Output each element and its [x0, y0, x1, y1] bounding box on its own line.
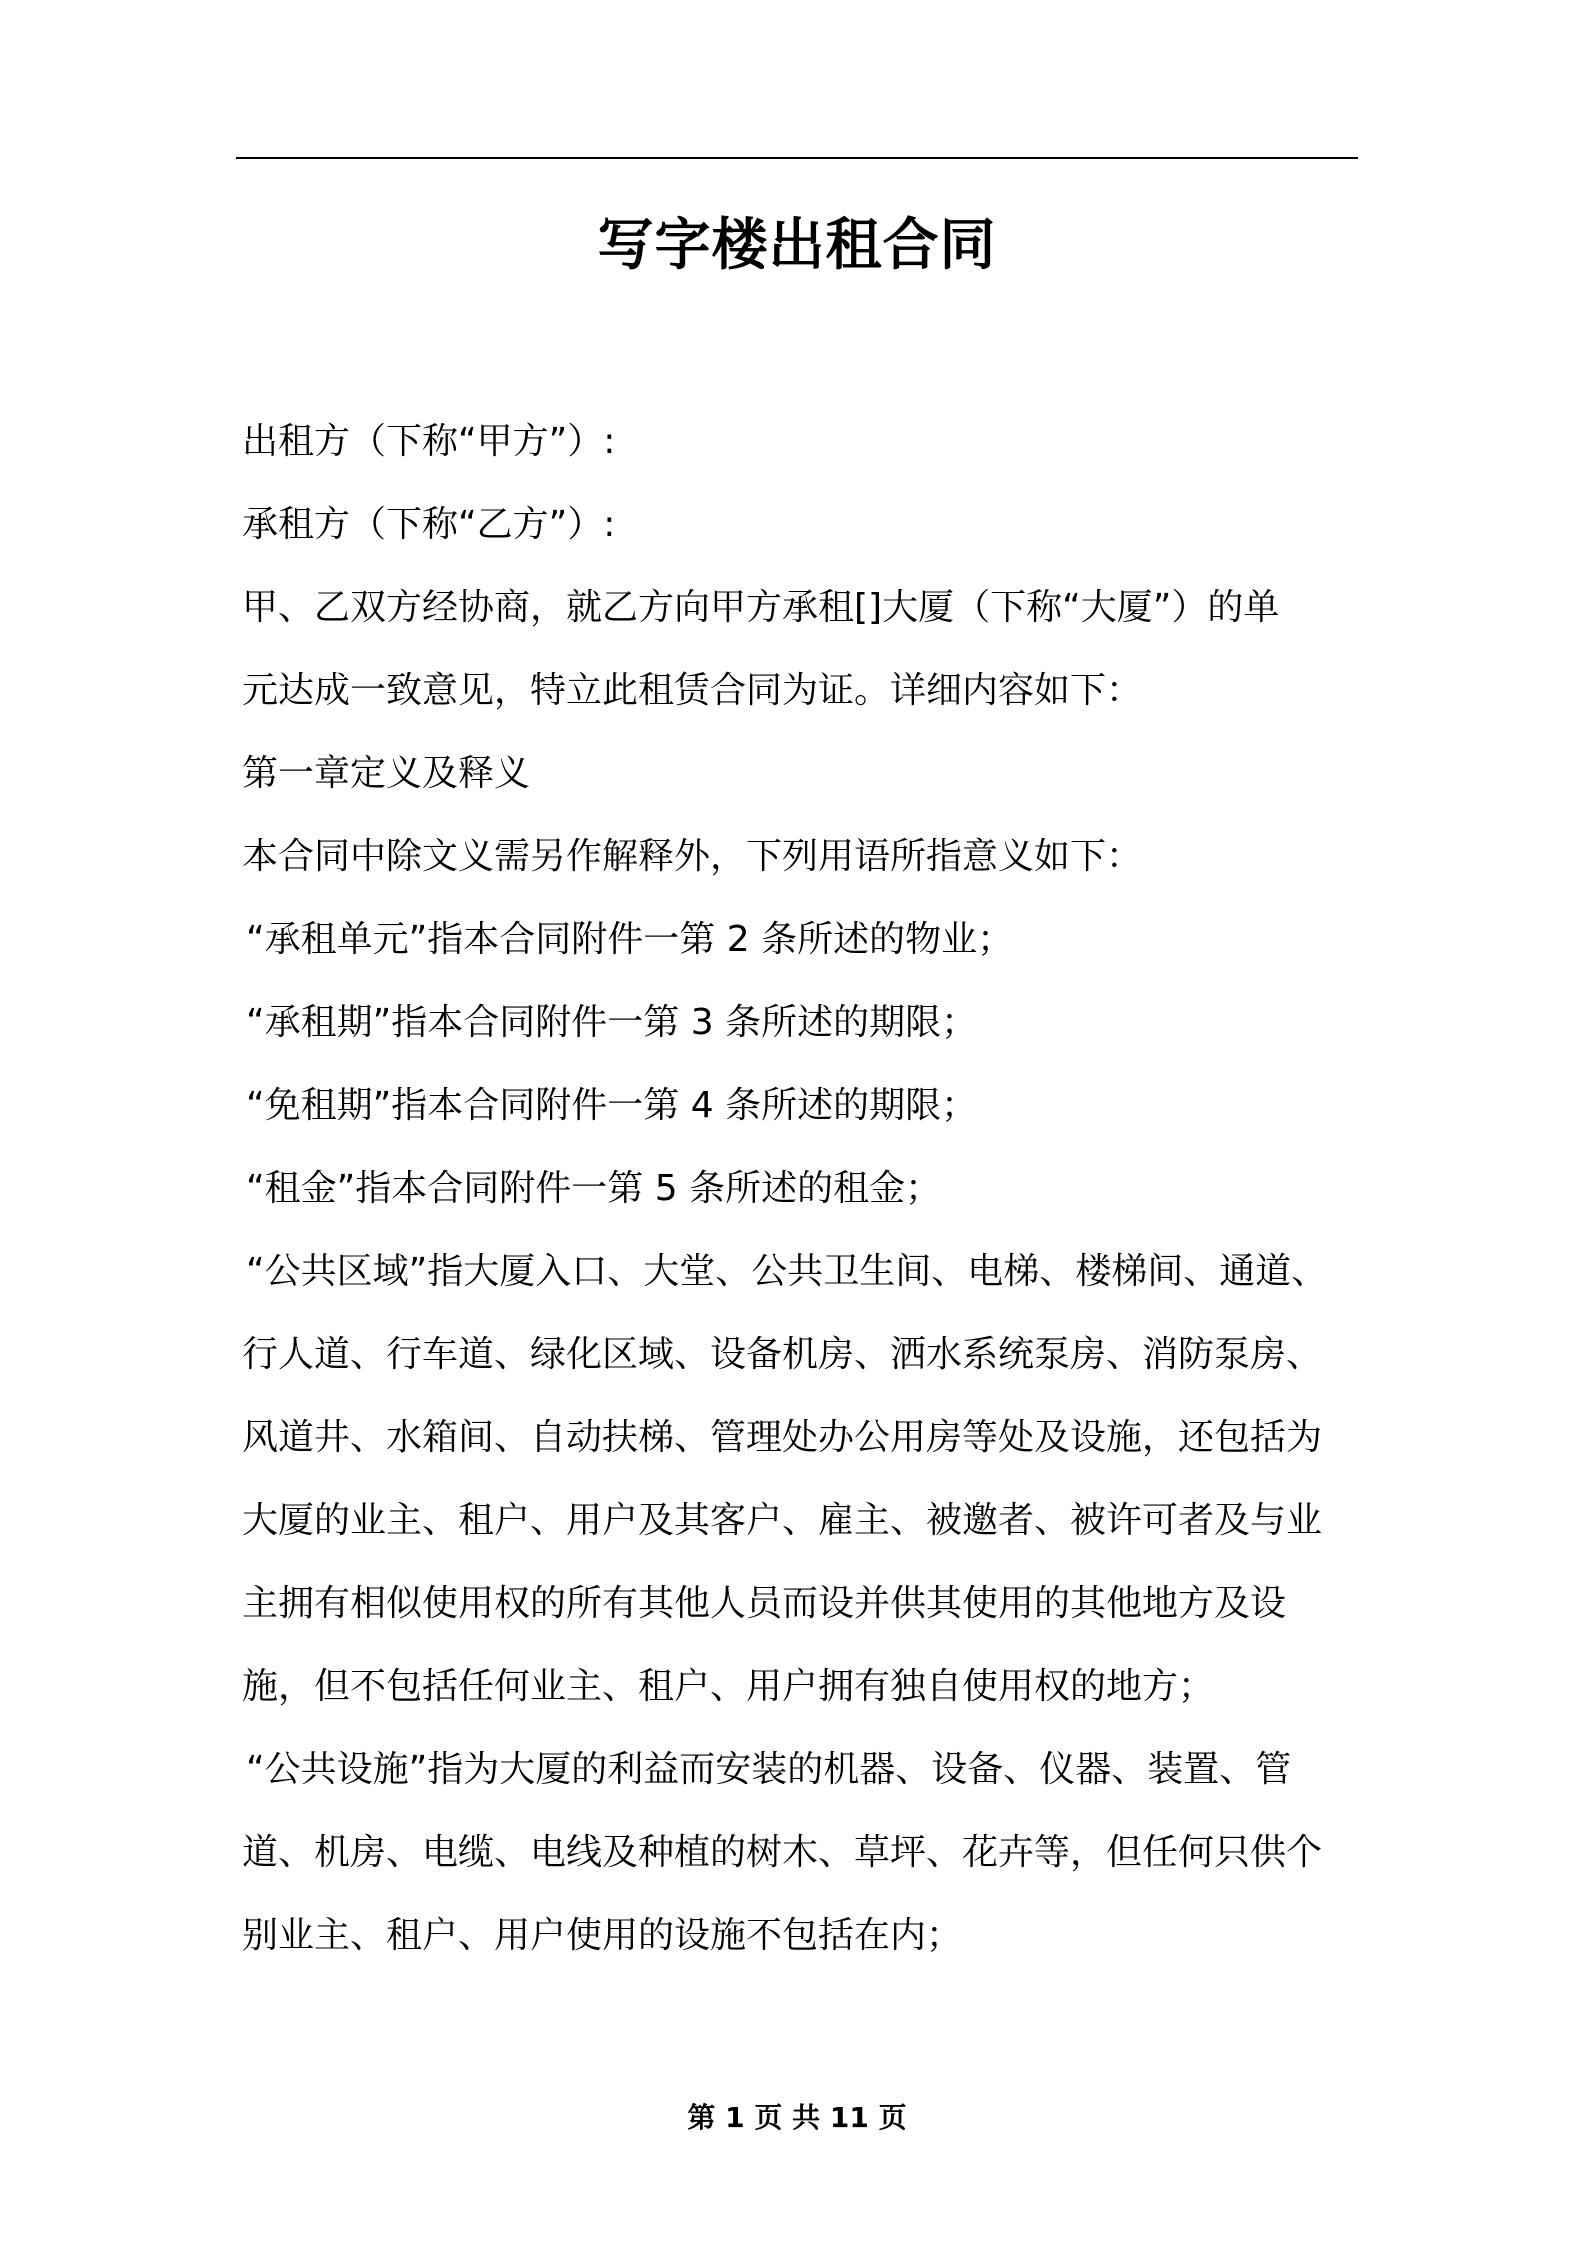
body-text-line: 本合同中除文义需另作解释外，下列用语所指意义如下： [242, 836, 1143, 877]
body-text-line: 别业主、租户、用户使用的设施不包括在内； [242, 1915, 963, 1956]
body-text-line: 大厦的业主、租户、用户及其客户、雇主、被邀者、被许可者及与业 [242, 1500, 1323, 1541]
document-body [242, 400, 1362, 1977]
definition-line: “公共区域”指大厦入口、大堂、公共卫生间、电梯、楼梯间、通道、 [246, 1251, 1328, 1292]
body-text-line: 道、机房、电缆、电线及种植的树木、草坪、花卉等，但任何只供个 [242, 1832, 1323, 1873]
party-b-line: 承租方（下称“乙方”）: [242, 504, 616, 545]
chapter-heading: 第一章定义及释义 [242, 753, 531, 794]
header-rule [236, 157, 1358, 159]
definition-line: “公共设施”指为大厦的利益而安装的机器、设备、仪器、装置、管 [246, 1749, 1292, 1790]
body-text-line: 元达成一致意见，特立此租赁合同为证。详细内容如下： [242, 670, 1143, 711]
page-number: 第 1 页 共 11 页 [687, 2101, 907, 2134]
definition-line: “免租期”指本合同附件一第 4 条所述的期限； [246, 1085, 978, 1126]
body-text-line: 主拥有相似使用权的所有其他人员而设并供其使用的其他地方及设 [242, 1583, 1287, 1624]
body-text-line: 施，但不包括任何业主、租户、用户拥有独自使用权的地方； [242, 1666, 1215, 1707]
definition-line: “租金”指本合同附件一第 5 条所述的租金； [246, 1168, 942, 1209]
definition-line: “承租单元”指本合同附件一第 2 条所述的物业； [246, 919, 1014, 960]
definition-line: “承租期”指本合同附件一第 3 条所述的期限； [246, 1002, 978, 1043]
body-text-line: 风道井、水箱间、自动扶梯、管理处办公用房等处及设施，还包括为 [242, 1417, 1323, 1458]
document-title: 写字楼出租合同 [597, 213, 997, 278]
body-text-line: 行人道、行车道、绿化区域、设备机房、洒水系统泵房、消防泵房、 [242, 1334, 1323, 1375]
body-text-line: 甲、乙双方经协商，就乙方向甲方承租[]大厦（下称“大厦”）的单 [242, 587, 1280, 628]
party-a-line: 出租方（下称“甲方”）: [242, 421, 616, 462]
